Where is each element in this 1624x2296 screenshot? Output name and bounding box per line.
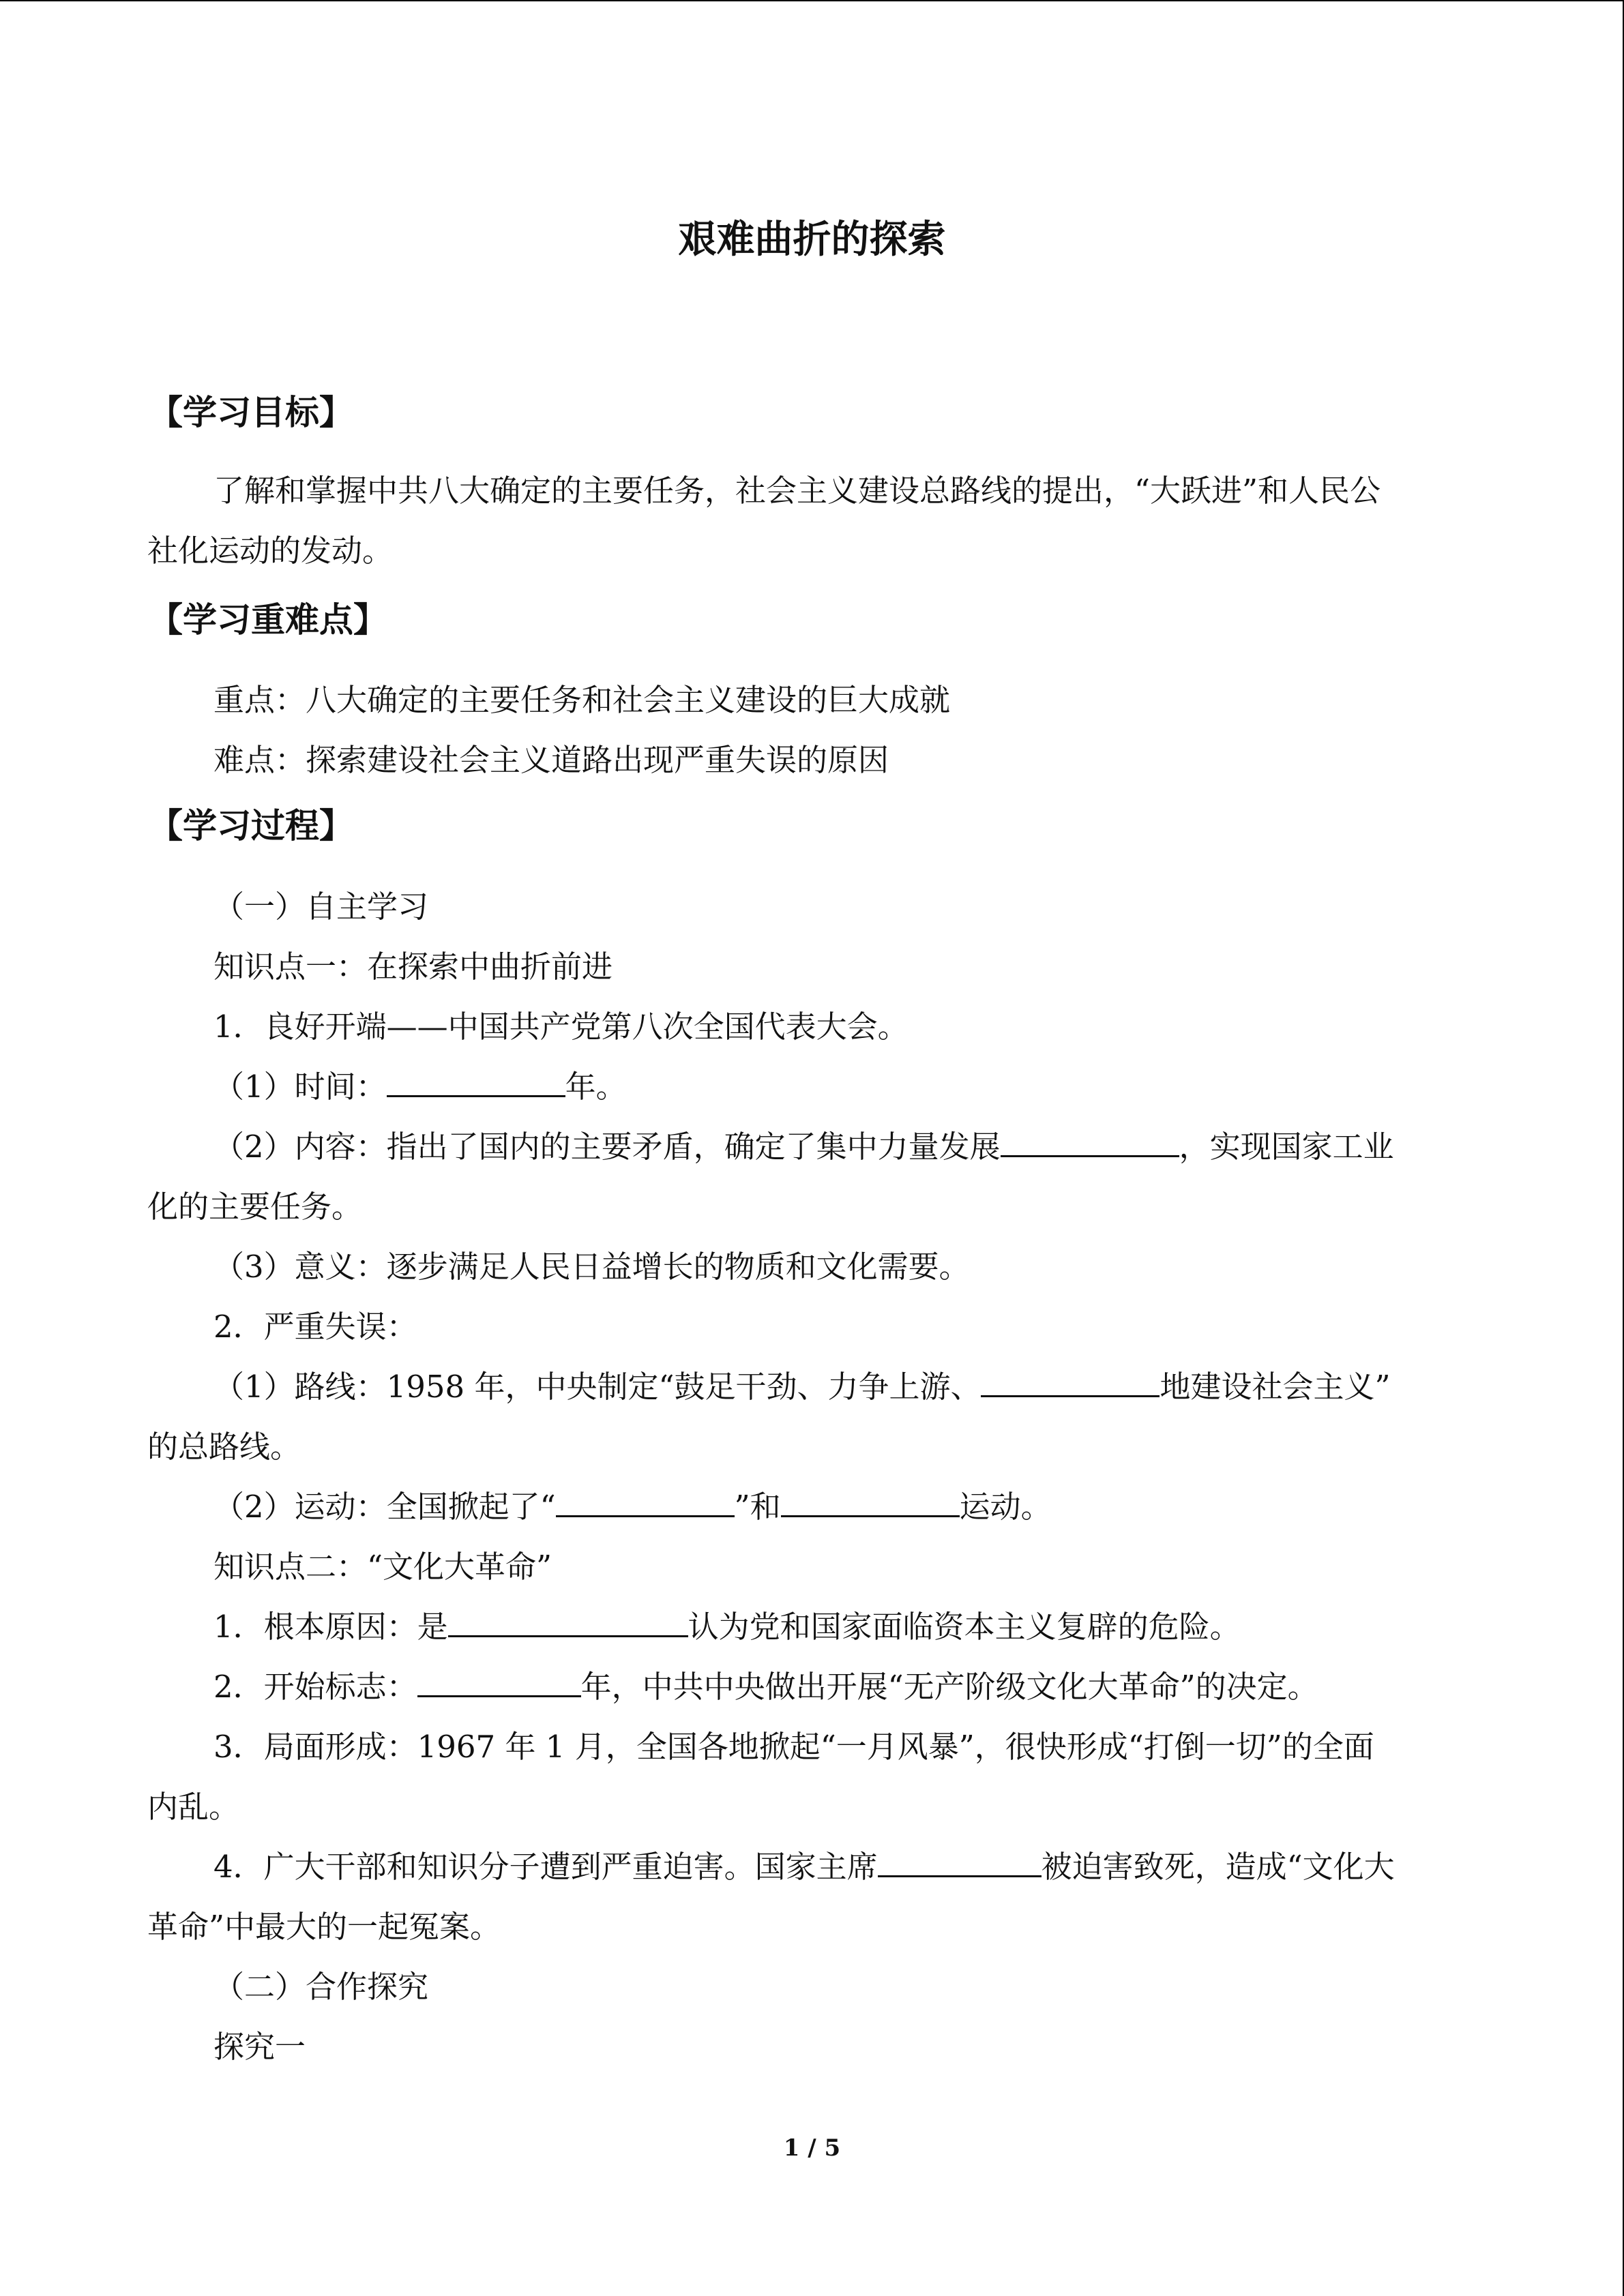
kp1-movement-suffix: 运动。 (959, 1489, 1052, 1525)
fill-blank-movement-1[interactable] (556, 1485, 735, 1517)
kp2-item4-suffix: 被迫害致死，造成“文化大 (1041, 1849, 1395, 1885)
kp1-movement-line (213, 1485, 1052, 1529)
knowledge-point-1-title: 知识点一：在探索中曲折前进 (213, 949, 613, 985)
kp1-route-line (213, 1365, 1390, 1409)
kp1-meaning: （3）意义：逐步满足人民日益增长的物质和文化需要。 (213, 1249, 970, 1285)
kp1-item2: 2．严重失误： (213, 1309, 417, 1345)
kp1-route-suffix: 地建设社会主义” (1160, 1369, 1391, 1405)
kp2-item1-line (213, 1605, 1241, 1649)
kp2-item2-label: 2．开始标志： (213, 1669, 417, 1705)
page-number: 1 / 5 (783, 2134, 841, 2162)
kp1-movement-mid: ”和 (734, 1489, 781, 1525)
kp1-route-label: （1）路线：1958 年，中央制定“鼓足干劲、力争上游、 (213, 1369, 981, 1405)
keypoints-heading: 【学习重难点】 (149, 600, 387, 640)
knowledge-point-2-title: 知识点二：“文化大革命” (213, 1549, 552, 1585)
kp2-item4-line (213, 1845, 1395, 1889)
cooperative-study-label: （二）合作探究 (213, 1969, 429, 2005)
self-study-label: （一）自主学习 (213, 889, 429, 925)
kp1-content-cont: 化的主要任务。 (147, 1189, 363, 1225)
kp2-item2-suffix: 年，中共中央做出开展“无产阶级文化大革命”的决定。 (580, 1669, 1318, 1705)
fill-blank-year[interactable] (387, 1065, 565, 1097)
fill-blank-develop[interactable] (1001, 1125, 1179, 1157)
difficult-point: 难点：探索建设社会主义道路出现严重失误的原因 (213, 742, 889, 778)
kp2-item4-label: 4．广大干部和知识分子遭到严重迫害。国家主席 (213, 1849, 878, 1885)
kp1-item1: 1．良好开端——中国共产党第八次全国代表大会。 (213, 1009, 909, 1045)
kp1-content-label: （2）内容：指出了国内的主要矛盾，确定了集中力量发展 (213, 1129, 1001, 1165)
key-point: 重点：八大确定的主要任务和社会主义建设的巨大成就 (213, 682, 951, 718)
fill-blank-route[interactable] (981, 1365, 1160, 1397)
goals-heading: 【学习目标】 (149, 393, 353, 432)
kp1-content-suffix: ，实现国家工业 (1179, 1129, 1394, 1165)
kp2-item3: 3．局面形成：1967 年 1 月，全国各地掀起“一月风暴”，很快形成“打倒一切”的全面 (213, 1729, 1374, 1765)
fill-blank-chairman[interactable] (878, 1845, 1042, 1877)
fill-blank-start-year[interactable] (417, 1665, 581, 1697)
goals-text-line1: 了解和掌握中共八大确定的主要任务，社会主义建设总路线的提出，“大跃进”和人民公 (213, 473, 1381, 509)
fill-blank-reason[interactable] (448, 1605, 688, 1637)
kp1-route-cont: 的总路线。 (147, 1429, 301, 1465)
kp2-item1-suffix: 认为党和国家面临资本主义复辟的危险。 (688, 1609, 1241, 1645)
kp1-time-label: （1）时间： (213, 1069, 387, 1105)
kp2-item2-line (213, 1665, 1318, 1709)
kp1-time-line (213, 1065, 627, 1109)
kp1-time-suffix: 年。 (565, 1069, 627, 1105)
kp1-content-line (213, 1125, 1394, 1169)
kp1-movement-label: （2）运动：全国掀起了“ (213, 1489, 556, 1525)
fill-blank-movement-2[interactable] (781, 1485, 960, 1517)
kp2-item1-label: 1．根本原因：是 (213, 1609, 448, 1645)
kp2-item4-cont: 革命”中最大的一起冤案。 (147, 1909, 501, 1945)
goals-text-line2: 社化运动的发动。 (147, 533, 394, 569)
kp2-item3-cont: 内乱。 (147, 1789, 240, 1825)
page-title: 艰难曲折的探索 (678, 217, 946, 262)
process-heading: 【学习过程】 (149, 806, 353, 846)
explore-1-label: 探究一 (213, 2029, 306, 2065)
